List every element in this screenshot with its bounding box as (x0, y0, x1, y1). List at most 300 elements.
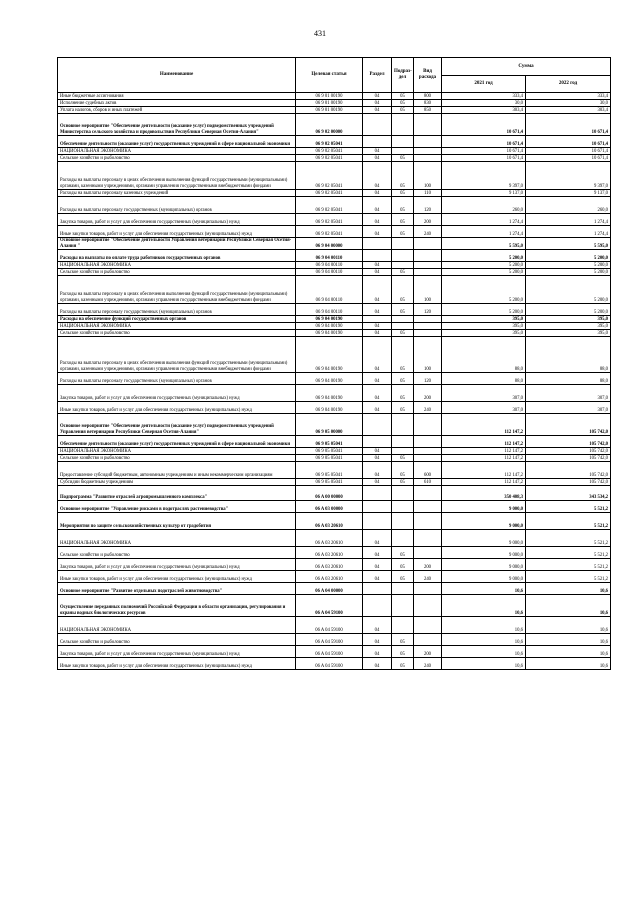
row-section (363, 414, 392, 436)
row-sum-2022: 105 742,0 (526, 455, 611, 462)
row-sum-2022: 260,0 (526, 197, 611, 214)
header-sum: Сумма (442, 58, 611, 76)
row-expense-type (414, 250, 442, 262)
row-name: Закупка товаров, работ и услуг для обеспечения государственных (муниципальных) нужд (58, 559, 296, 571)
row-subsection: 05 (392, 304, 414, 316)
row-subsection (392, 414, 414, 436)
row-expense-type: 800 (414, 93, 442, 100)
row-expense-type: 240 (414, 658, 442, 670)
row-target: 06 9 04 00190 (296, 323, 363, 330)
row-section: 04 (363, 269, 392, 276)
row-section: 04 (363, 559, 392, 571)
row-name: Сельское хозяйство и рыболовство (58, 634, 296, 646)
row-name: Предоставление субсидий бюджетным, автономным учреждениям и иным некоммерческим организациям (58, 462, 296, 479)
row-expense-type: 100 (414, 162, 442, 190)
row-section: 04 (363, 197, 392, 214)
table-row (58, 436, 611, 448)
budget-table (57, 57, 611, 670)
table-row (58, 583, 611, 595)
row-expense-type: 610 (414, 479, 442, 486)
row-sum-2021: 9 000,0 (442, 501, 526, 513)
row-section (363, 583, 392, 595)
row-expense-type: 830 (414, 100, 442, 107)
row-name: Основное мероприятие "Развитие отдельных подотраслей животноводства" (58, 583, 296, 595)
row-target: 06 A 03 20610 (296, 547, 363, 559)
row-sum-2022: 5 521,2 (526, 513, 611, 530)
row-section (363, 114, 392, 136)
table-row (58, 571, 611, 583)
row-sum-2022: 5 521,2 (526, 559, 611, 571)
row-target: 06 9 02 00000 (296, 114, 363, 136)
table-row (58, 107, 611, 114)
row-name: Сельское хозяйство и рыболовство (58, 547, 296, 559)
row-sum-2021: 5 200,0 (442, 304, 526, 316)
row-expense-type: 200 (414, 559, 442, 571)
row-name: НАЦИОНАЛЬНАЯ ЭКОНОМИКА (58, 262, 296, 269)
page-number: 431 (314, 29, 326, 38)
row-sum-2021: 333,4 (442, 93, 526, 100)
table-row (58, 402, 611, 414)
row-expense-type (414, 316, 442, 323)
row-name: Расходы на выплаты персоналу в целях обеспечения выполнения функций государственными (муниципальными) органами, казенными учреждениями, органами управления государственными внебюджетными фондами (58, 162, 296, 190)
row-section: 04 (363, 455, 392, 462)
row-section: 04 (363, 617, 392, 634)
row-subsection: 05 (392, 162, 414, 190)
row-subsection (392, 595, 414, 617)
row-target: 06 9 04 00190 (296, 385, 363, 402)
header-name: Наименование (58, 58, 296, 93)
row-expense-type: 200 (414, 214, 442, 226)
row-name: Расходы на обеспечение функций государственных органов (58, 316, 296, 323)
row-sum-2021: 1 274,4 (442, 226, 526, 238)
row-subsection: 05 (392, 197, 414, 214)
row-section: 04 (363, 448, 392, 455)
row-section: 04 (363, 337, 392, 373)
row-target: 06 9 04 00110 (296, 304, 363, 316)
row-expense-type: 100 (414, 276, 442, 304)
row-sum-2022: 343 534,2 (526, 486, 611, 501)
row-name: Закупка товаров, работ и услуг для обеспечения государственных (муниципальных) нужд (58, 214, 296, 226)
row-expense-type (414, 486, 442, 501)
row-sum-2022: 105 742,0 (526, 414, 611, 436)
row-sum-2022: 88,0 (526, 373, 611, 385)
row-target: 06 A 00 00000 (296, 486, 363, 501)
row-subsection: 05 (392, 276, 414, 304)
table-row (58, 276, 611, 304)
row-name: Обеспечение деятельности (оказание услуг) государственных учреждений в сфере национальной экономики (58, 136, 296, 148)
table-row (58, 501, 611, 513)
row-section: 04 (363, 462, 392, 479)
row-subsection: 05 (392, 226, 414, 238)
row-sum-2022: 1 274,4 (526, 226, 611, 238)
row-name: Основное мероприятие "Обеспечение деятельности Управления ветеринарии Республики Северная Осетия-Алания " (58, 238, 296, 250)
row-target: 06 A 03 20610 (296, 559, 363, 571)
row-sum-2022: 10 671,4 (526, 114, 611, 136)
row-sum-2021: 10,6 (442, 595, 526, 617)
row-sum-2021: 112 147,2 (442, 436, 526, 448)
row-name: Расходы на выплаты персоналу государственных (муниципальных) органов (58, 373, 296, 385)
row-sum-2021: 9 000,0 (442, 547, 526, 559)
row-sum-2021: 10,6 (442, 646, 526, 658)
row-section: 04 (363, 385, 392, 402)
row-target: 06 A 03 20610 (296, 513, 363, 530)
row-sum-2021: 260,0 (442, 197, 526, 214)
table-row (58, 634, 611, 646)
row-section: 04 (363, 547, 392, 559)
table-row (58, 304, 611, 316)
row-section (363, 486, 392, 501)
row-name: Расходы на выплаты персоналу в целях обеспечения выполнения функций государственными (муниципальными) органами, казенными учреждениями, органами управления государственными внебюджетными фондами (58, 276, 296, 304)
row-target: 06 A 03 20610 (296, 571, 363, 583)
row-section (363, 250, 392, 262)
row-expense-type: 200 (414, 385, 442, 402)
row-target: 06 9 05 05041 (296, 448, 363, 455)
row-name: Сельское хозяйство и рыболовство (58, 155, 296, 162)
header-year-2022: 2022 год (526, 76, 611, 93)
table-row (58, 414, 611, 436)
row-sum-2022: 88,0 (526, 337, 611, 373)
header-subsection: Подраз-дел (392, 58, 414, 93)
row-target: 06 9 02 05041 (296, 214, 363, 226)
row-sum-2021: 10 671,4 (442, 155, 526, 162)
row-section: 04 (363, 323, 392, 330)
row-sum-2021: 395,0 (442, 323, 526, 330)
row-expense-type: 200 (414, 646, 442, 658)
row-target: 06 9 01 00190 (296, 93, 363, 100)
row-section: 04 (363, 658, 392, 670)
row-sum-2022: 5 521,2 (526, 547, 611, 559)
row-target: 06 9 02 05041 (296, 136, 363, 148)
row-name: Подпрограмма "Развитие отраслей агропромышленного комплекса" (58, 486, 296, 501)
row-sum-2021: 303,4 (442, 107, 526, 114)
row-expense-type: 120 (414, 197, 442, 214)
table-row (58, 530, 611, 547)
row-target: 06 9 02 05041 (296, 162, 363, 190)
row-target: 06 9 04 00110 (296, 276, 363, 304)
table-row (58, 262, 611, 269)
row-sum-2022: 10,6 (526, 595, 611, 617)
row-name: Иные закупки товаров, работ и услуг для обеспечения государственных (муниципальных) нужд (58, 402, 296, 414)
row-subsection (392, 617, 414, 634)
row-expense-type (414, 262, 442, 269)
table-row (58, 479, 611, 486)
row-expense-type (414, 501, 442, 513)
row-sum-2022: 10 671,4 (526, 148, 611, 155)
row-subsection: 05 (392, 93, 414, 100)
row-target: 06 A 03 20610 (296, 530, 363, 547)
row-sum-2021: 5 200,0 (442, 250, 526, 262)
row-expense-type (414, 455, 442, 462)
row-name: Осуществление переданных полномочий Российской Федерации в области организации, регулирования и охраны водных биологических ресурсов (58, 595, 296, 617)
row-target: 06 9 02 05041 (296, 226, 363, 238)
row-section: 04 (363, 276, 392, 304)
row-subsection: 05 (392, 373, 414, 385)
row-target: 06 9 01 00190 (296, 100, 363, 107)
row-sum-2021: 5 200,0 (442, 262, 526, 269)
row-sum-2022: 105 742,0 (526, 448, 611, 455)
row-subsection (392, 486, 414, 501)
table-row (58, 646, 611, 658)
row-sum-2021: 10,6 (442, 583, 526, 595)
row-sum-2022: 9 397,0 (526, 162, 611, 190)
row-section (363, 436, 392, 448)
row-subsection (392, 262, 414, 269)
row-section: 04 (363, 100, 392, 107)
row-subsection (392, 114, 414, 136)
row-subsection (392, 583, 414, 595)
table-row (58, 462, 611, 479)
row-section (363, 316, 392, 323)
table-row (58, 617, 611, 634)
row-sum-2021: 307,0 (442, 385, 526, 402)
table-row (58, 226, 611, 238)
row-name: Расходы на выплаты персоналу государственных (муниципальных) органов (58, 304, 296, 316)
row-section: 04 (363, 190, 392, 197)
row-expense-type (414, 513, 442, 530)
row-expense-type: 600 (414, 462, 442, 479)
row-target: 06 9 04 00190 (296, 316, 363, 323)
row-subsection: 05 (392, 462, 414, 479)
row-sum-2021: 5 200,0 (442, 276, 526, 304)
row-subsection: 05 (392, 107, 414, 114)
row-sum-2022: 395,0 (526, 323, 611, 330)
row-section: 04 (363, 479, 392, 486)
row-target: 06 9 04 00110 (296, 269, 363, 276)
row-name: Иные бюджетные ассигнования (58, 93, 296, 100)
row-sum-2021: 10,6 (442, 617, 526, 634)
row-section: 04 (363, 530, 392, 547)
row-name: Иные закупки товаров, работ и услуг для обеспечения государственных (муниципальных) нужд (58, 571, 296, 583)
table-row (58, 250, 611, 262)
row-name: НАЦИОНАЛЬНАЯ ЭКОНОМИКА (58, 148, 296, 155)
table-row (58, 595, 611, 617)
row-name: НАЦИОНАЛЬНАЯ ЭКОНОМИКА (58, 448, 296, 455)
row-sum-2022: 10 671,4 (526, 136, 611, 148)
table-row (58, 155, 611, 162)
row-target: 06 9 05 05041 (296, 436, 363, 448)
table-row (58, 337, 611, 373)
row-expense-type (414, 330, 442, 337)
row-sum-2021: 350 408,3 (442, 486, 526, 501)
table-row (58, 448, 611, 455)
row-expense-type (414, 269, 442, 276)
row-sum-2021: 9 000,0 (442, 559, 526, 571)
row-subsection (392, 148, 414, 155)
row-subsection: 05 (392, 155, 414, 162)
row-sum-2022: 30,0 (526, 100, 611, 107)
table-row (58, 373, 611, 385)
row-sum-2022: 5 521,2 (526, 501, 611, 513)
row-sum-2022: 105 742,0 (526, 436, 611, 448)
row-sum-2021: 10,6 (442, 634, 526, 646)
row-section (363, 136, 392, 148)
row-sum-2021: 5 200,0 (442, 269, 526, 276)
row-section: 04 (363, 93, 392, 100)
row-sum-2021: 1 274,4 (442, 214, 526, 226)
row-section: 04 (363, 148, 392, 155)
row-section: 04 (363, 304, 392, 316)
row-name: Закупка товаров, работ и услуг для обеспечения государственных (муниципальных) нужд (58, 385, 296, 402)
row-section: 04 (363, 571, 392, 583)
row-target: 06 9 02 05041 (296, 148, 363, 155)
row-expense-type: 850 (414, 107, 442, 114)
row-target: 06 9 04 00190 (296, 337, 363, 373)
row-section: 04 (363, 162, 392, 190)
row-name: Сельское хозяйство и рыболовство (58, 330, 296, 337)
table-row (58, 238, 611, 250)
row-sum-2022: 5 521,2 (526, 571, 611, 583)
table-row (58, 93, 611, 100)
row-name: НАЦИОНАЛЬНАЯ ЭКОНОМИКА (58, 530, 296, 547)
row-sum-2022: 5 200,0 (526, 276, 611, 304)
row-target: 06 9 05 00000 (296, 414, 363, 436)
row-sum-2022: 10,6 (526, 583, 611, 595)
row-sum-2021: 112 147,2 (442, 448, 526, 455)
table-row (58, 100, 611, 107)
row-subsection (392, 513, 414, 530)
row-sum-2022: 10,6 (526, 646, 611, 658)
row-target: 06 A 04 59100 (296, 658, 363, 670)
row-sum-2021: 307,0 (442, 402, 526, 414)
row-sum-2022: 105 742,0 (526, 479, 611, 486)
row-expense-type (414, 634, 442, 646)
row-subsection (392, 448, 414, 455)
row-target: 06 9 04 00000 (296, 238, 363, 250)
row-subsection: 05 (392, 385, 414, 402)
header-year-2021: 2021 год (442, 76, 526, 93)
row-sum-2022: 307,0 (526, 402, 611, 414)
row-name: Расходы на выплаты персоналу в целях обеспечения выполнения функций государственными (муниципальными) органами, казенными учреждениями, органами управления государственными внебюджетными фондами (58, 337, 296, 373)
header-target: Целевая статья (296, 58, 363, 93)
row-sum-2021: 112 147,2 (442, 462, 526, 479)
row-name: НАЦИОНАЛЬНАЯ ЭКОНОМИКА (58, 617, 296, 634)
table-row (58, 513, 611, 530)
row-sum-2021: 9 397,0 (442, 162, 526, 190)
row-expense-type: 240 (414, 402, 442, 414)
row-target: 06 A 04 59100 (296, 595, 363, 617)
table-row (58, 455, 611, 462)
table-row (58, 323, 611, 330)
row-name: Сельское хозяйство и рыболовство (58, 269, 296, 276)
row-section: 04 (363, 226, 392, 238)
row-target: 06 9 04 00110 (296, 250, 363, 262)
row-subsection (392, 238, 414, 250)
row-sum-2022: 10,6 (526, 617, 611, 634)
row-section: 04 (363, 107, 392, 114)
row-expense-type: 120 (414, 373, 442, 385)
table-row (58, 162, 611, 190)
header-section: Раздел (363, 58, 392, 93)
row-target: 06 9 01 00190 (296, 107, 363, 114)
table-row (58, 214, 611, 226)
row-target: 06 9 04 00190 (296, 373, 363, 385)
row-expense-type (414, 114, 442, 136)
row-expense-type (414, 414, 442, 436)
row-subsection: 05 (392, 455, 414, 462)
row-target: 06 9 05 05041 (296, 455, 363, 462)
row-name: Иные закупки товаров, работ и услуг для обеспечения государственных (муниципальных) нужд (58, 226, 296, 238)
row-name: Иные закупки товаров, работ и услуг для обеспечения государственных (муниципальных) нужд (58, 658, 296, 670)
table-row (58, 197, 611, 214)
table-row (58, 486, 611, 501)
row-expense-type: 240 (414, 571, 442, 583)
header-expense-type: Вид расхода (414, 58, 442, 93)
row-subsection: 05 (392, 269, 414, 276)
row-sum-2021: 88,0 (442, 337, 526, 373)
row-subsection: 05 (392, 634, 414, 646)
row-subsection: 05 (392, 479, 414, 486)
table-row (58, 136, 611, 148)
row-section (363, 238, 392, 250)
row-sum-2022: 5 595,0 (526, 238, 611, 250)
row-section: 04 (363, 634, 392, 646)
row-section: 04 (363, 214, 392, 226)
row-name: Субсидии бюджетным учреждениям (58, 479, 296, 486)
table-row (58, 190, 611, 197)
row-target: 06 9 02 05041 (296, 190, 363, 197)
row-subsection: 05 (392, 190, 414, 197)
row-sum-2021: 395,0 (442, 316, 526, 323)
row-expense-type (414, 448, 442, 455)
row-sum-2021: 88,0 (442, 373, 526, 385)
row-sum-2021: 5 595,0 (442, 238, 526, 250)
row-sum-2021: 10 671,4 (442, 136, 526, 148)
row-target: 06 A 04 00000 (296, 583, 363, 595)
row-sum-2021: 9 000,0 (442, 513, 526, 530)
table-row (58, 316, 611, 323)
row-sum-2022: 10,6 (526, 634, 611, 646)
row-sum-2021: 112 147,2 (442, 479, 526, 486)
row-subsection: 05 (392, 214, 414, 226)
row-section: 04 (363, 155, 392, 162)
row-name: Расходы на выплаты персоналу казенных учреждений (58, 190, 296, 197)
row-sum-2022: 5 200,0 (526, 304, 611, 316)
row-subsection: 05 (392, 330, 414, 337)
row-expense-type (414, 617, 442, 634)
row-sum-2021: 10 671,4 (442, 114, 526, 136)
row-target: 06 9 04 00110 (296, 262, 363, 269)
row-target: 06 A 04 59100 (296, 634, 363, 646)
row-subsection: 05 (392, 559, 414, 571)
table-row (58, 148, 611, 155)
row-section: 04 (363, 646, 392, 658)
row-expense-type (414, 136, 442, 148)
row-sum-2022: 1 274,4 (526, 214, 611, 226)
row-expense-type: 120 (414, 304, 442, 316)
row-subsection (392, 530, 414, 547)
row-section: 04 (363, 373, 392, 385)
row-name: Расходы на выплаты по оплате труда работников государственных органов (58, 250, 296, 262)
row-sum-2022: 395,0 (526, 316, 611, 323)
row-expense-type: 240 (414, 226, 442, 238)
row-target: 06 A 03 00000 (296, 501, 363, 513)
row-section (363, 501, 392, 513)
row-name: Основное мероприятие "Управление рисками в подотраслях растениеводства" (58, 501, 296, 513)
row-target: 06 A 04 59100 (296, 646, 363, 658)
row-subsection (392, 136, 414, 148)
row-section (363, 513, 392, 530)
row-subsection: 05 (392, 571, 414, 583)
table-row (58, 658, 611, 670)
row-subsection: 05 (392, 547, 414, 559)
table-row (58, 559, 611, 571)
row-sum-2022: 9 137,0 (526, 190, 611, 197)
row-sum-2022: 5 521,2 (526, 530, 611, 547)
row-name: Основное мероприятие "Обеспечение деятельности (оказание услуг) подведомственных учреждений Управления ветеринарии Республики Северная Осетия-Алания" (58, 414, 296, 436)
row-sum-2021: 10,6 (442, 658, 526, 670)
row-target: 06 9 04 00190 (296, 402, 363, 414)
row-subsection: 05 (392, 646, 414, 658)
